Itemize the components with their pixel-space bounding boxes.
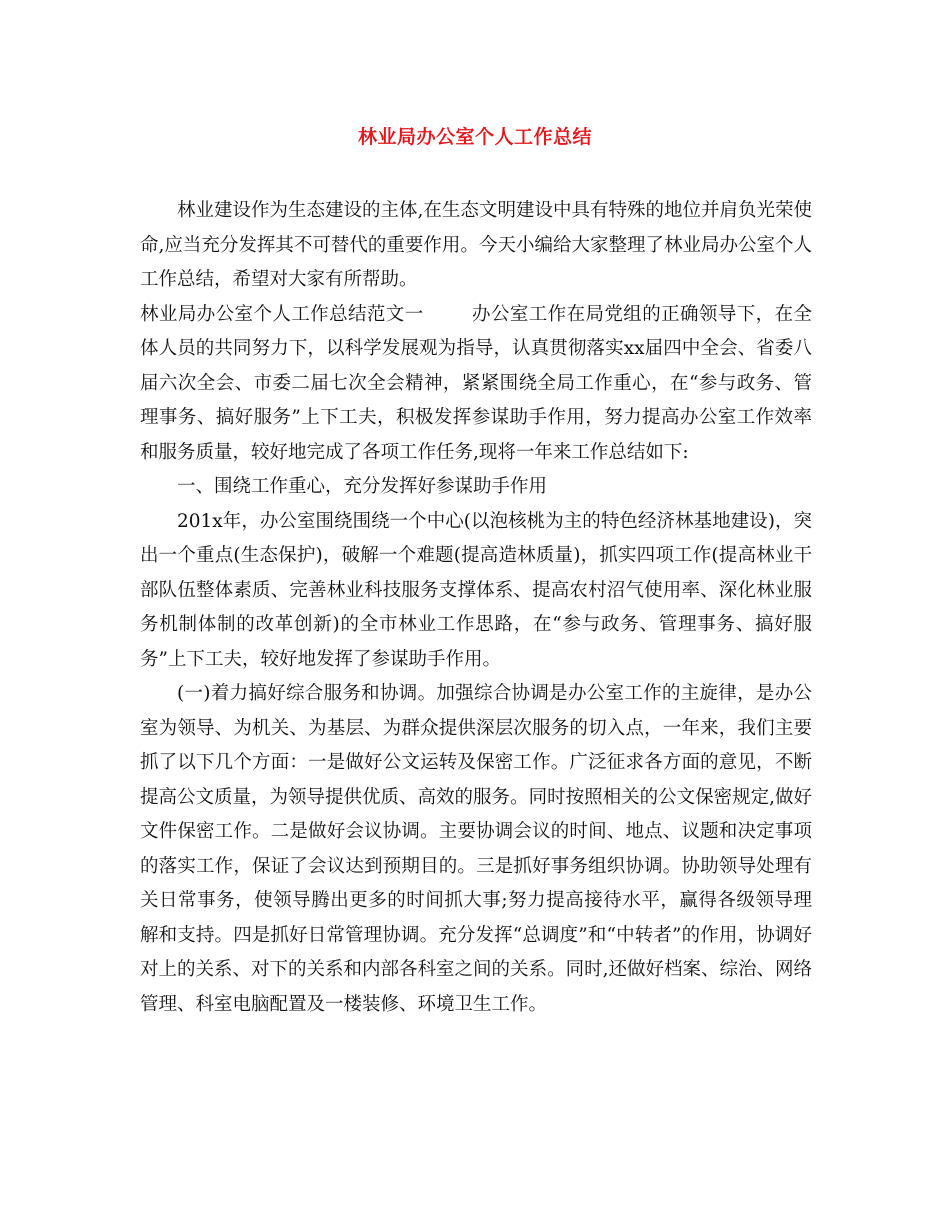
document-title: 林业局办公室个人工作总结: [357, 126, 592, 148]
sample-opening-text: 办公室工作在局党组的正确领导下，在全体人员的共同努力下，以科学发展观为指导，认真贯彻落实xx届四中全会、省委八届六次全会、市委二届七次全会精神，紧紧围绕全局工作重心，在“参与政务、管理事务、搞好服务”上下工夫，积极发挥参谋助手作用，努力提高办公室工作效率和服务质量，较好地完成了各项工作任务,现将一年来工作总结如下:: [140, 303, 812, 463]
section-heading: 一、围绕工作重心，充分发挥好参谋助手作用: [177, 476, 548, 497]
sample-paragraph: [140, 298, 812, 471]
subsection-paragraph: (一)着力搞好综合服务和协调。加强综合协调是办公室工作的主旋律，是办公室为领导、为机关、为基层、为群众提供深层次服务的切入点，一年来，我们主要抓了以下几个方面：一是做好公文运转及保密工作。广泛征求各方面的意见，不断提高公文质量，为领导提供优质、高效的服务。同时按照相关的公文保密规定,做好文件保密工作。二是做好会议协调。主要协调会议的时间、地点、议题和决定事项的落实工作，保证了会议达到预期目的。三是抓好事务组织协调。协助领导处理有关日常事务，使领导腾出更多的时间抓大事;努力提高接待水平，赢得各级领导理解和支持。四是抓好日常管理协调。充分发挥“总调度”和“中转者”的作用，协调好对上的关系、对下的关系和内部各科室之间的关系。同时,还做好档案、综治、网络管理、科室电脑配置及一楼装修、环境卫生工作。: [140, 683, 812, 1015]
section-paragraph: 201x年，办公室围绕围绕一个中心(以泡核桃为主的特色经济林基地建设)，突出一个重点(生态保护)，破解一个难题(提高造林质量)，抓实四项工作(提高林业干部队伍整体素质、完善林业科技服务支撑体系、提高农村沼气使用率、深化林业服务机制体制的改革创新)的全市林业工作思路，在“参与政务、管理事务、搞好服务”上下工夫，较好地发挥了参谋助手作用。: [140, 510, 812, 670]
intro-paragraph: 林业建设作为生态建设的主体,在生态文明建设中具有特殊的地位并肩负光荣使命,应当充分发挥其不可替代的重要作用。今天小编给大家整理了林业局办公室个人工作总结，希望对大家有所帮助。: [140, 200, 812, 290]
document-body: [140, 194, 812, 1022]
sample-heading: 林业局办公室个人工作总结范文一: [140, 303, 424, 325]
